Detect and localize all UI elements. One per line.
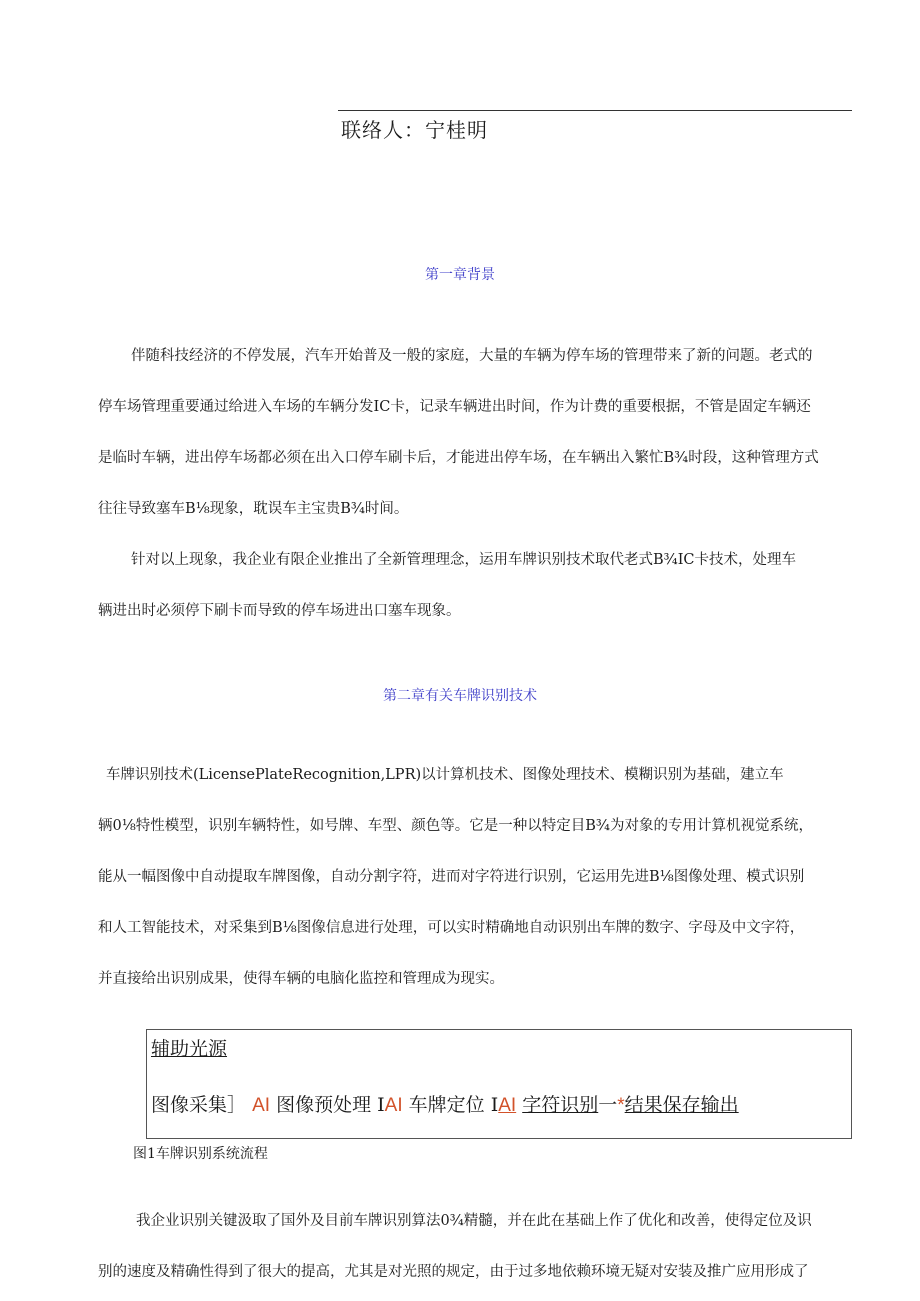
flow-steps — [151, 1090, 739, 1117]
figure-caption: 图1车牌识别系统流程 — [133, 1146, 268, 1162]
text-line: 辆0⅛特性模型，识别车辆特性，如号牌、车型、颜色等。它是一种以特定目B¾为对象的专用计算机视觉系统， — [98, 818, 813, 834]
text-line: 和人工智能技术，对采集到B⅛图像信息进行处理，可以实时精确地自动识别出车牌的数字、字母及中文字符， — [98, 920, 805, 936]
flow-step-capture: 图像采集］ — [151, 1094, 247, 1116]
flow-step-locate: 车牌定位 — [408, 1094, 485, 1116]
chapter-1-title: 第一章背景 — [425, 267, 495, 283]
text-line: 并直接给出识别成果，使得车辆的电脑化监控和管理成为现实。 — [98, 971, 504, 987]
flow-dash: 一 — [598, 1094, 618, 1116]
text-line: 是临时车辆，进出停车场都必须在出入口停车刷卡后，才能进出停车场，在车辆出入繁忙B¾时段，这种管理方式 — [98, 450, 819, 466]
flow-step-output: 结果保存输出 — [624, 1094, 739, 1116]
text-line: 伴随科技经济的不停发展，汽车开始普及一般的家庭，大量的车辆为停车场的管理带来了新的问题。老式的 — [131, 348, 813, 364]
chapter-2-title: 第二章有关车牌识别技术 — [383, 688, 537, 704]
arrow-icon: AI — [498, 1095, 517, 1116]
flow-separator: I — [490, 1094, 499, 1116]
text-line: 我企业识别关键汲取了国外及目前车牌识别算法0¾精髓，并在此在基础上作了优化和改善，使得定位及识 — [136, 1213, 812, 1229]
text-line: 能从一幅图像中自动提取车牌图像，自动分割字符，进而对字符进行识别，它运用先进B⅛图像处理、模式识别 — [98, 869, 805, 885]
text-line: 辆进出时必须停下刷卡而导致的停车场进出口塞车现象。 — [98, 603, 461, 619]
flow-diagram — [146, 1029, 852, 1139]
flow-separator: I — [377, 1094, 385, 1116]
flow-step-preprocess: 图像预处理 — [276, 1094, 372, 1116]
flow-step-recognize: 字符识别 — [522, 1094, 599, 1116]
chapter-3-body — [98, 1196, 856, 1298]
text-line: 别的速度及精确性得到了很大的提高，尤其是对光照的规定，由于过多地依赖环境无疑对安装及推广应用形成了 — [98, 1264, 809, 1280]
text-line: 停车场管理重要通过给进入车场的车辆分发IC卡，记录车辆进出时间，作为计费的重要根据，不管是固定车辆还 — [98, 399, 811, 415]
contact-person: 联络人：宁桂明 — [341, 118, 488, 142]
text-line: 车牌识别技术(LicensePlateRecognition,LPR)以计算机技术、图像处理技术、模糊识别为基础，建立车 — [106, 767, 784, 783]
text-line: 往往导致塞车B⅛现象，耽误车主宝贵B¾时间。 — [98, 501, 409, 517]
arrow-icon: * — [617, 1095, 625, 1116]
chapter-2-body — [98, 750, 856, 1005]
arrow-icon: AI — [384, 1095, 403, 1116]
text-line: 针对以上现象，我企业有限企业推出了全新管理理念，运用车牌识别技术取代老式B¾IC卡技术，处理车 — [131, 552, 797, 568]
header-rule — [338, 110, 852, 111]
arrow-icon: AI — [252, 1095, 271, 1116]
flow-title: 辅助光源 — [151, 1038, 228, 1060]
chapter-1-body — [98, 331, 856, 637]
